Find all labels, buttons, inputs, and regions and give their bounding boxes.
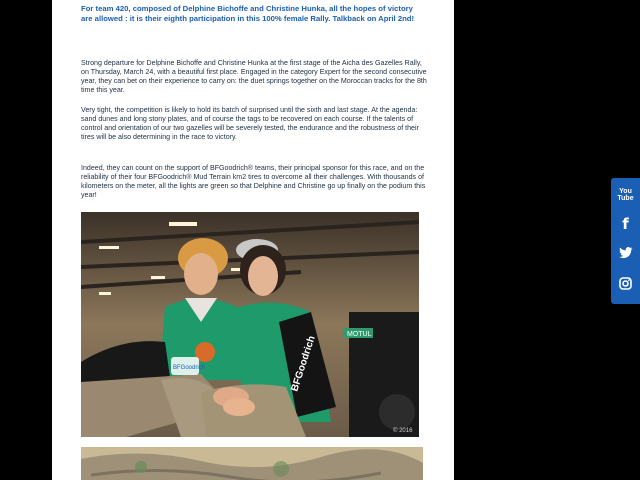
instagram-link[interactable]: [611, 270, 640, 296]
social-sidebar: [611, 178, 640, 304]
facebook-icon: f: [622, 215, 629, 233]
article-lead: For team 420, composed of Delphine Bichoffe and Christine Hunka, all the hopes of victory are allowed : it is their eighth participation in this 100% female Rally. Talkback on April 2nd!: [81, 4, 415, 24]
article-paragraph: Very tight, the competition is likely to hold its batch of surprised until the sixth and last stage. At the agenda: sand dunes and long stony plates, and of course the tags to be recovered on each course. If the talents of control and orientation of our two gazelles will be severely tested, the endurance and the robustness of their tires will be also determining in the race to victory.: [81, 106, 419, 142]
map-photo: [81, 447, 423, 480]
instagram-icon: [619, 277, 632, 290]
youtube-icon: You Tube: [617, 188, 634, 202]
twitter-icon: [619, 247, 633, 259]
photo-watermark: © 2016: [393, 428, 413, 434]
vest-logo-text: BFGoodrich: [289, 334, 318, 393]
team-photo: [81, 212, 419, 437]
article-page: [52, 0, 454, 480]
article-paragraph: Strong departure for Delphine Bichoffe and Christine Hunka at the first stage of the Aicha des Gazelles Rally, on Thursday, March 24, with a beautiful first place. Engaged in the category Expert for the second consecutive year, they can bet on their experience to carry on: the duet springs together on the Moroccan tracks for the 8th time this year.: [81, 59, 427, 95]
twitter-link[interactable]: [611, 240, 640, 266]
article-paragraph: Indeed, they can count on the support of BFGoodrich® teams, their principal sponsor for this race, and on the reliability of their four BFGoodrich® Mud Terrain km2 tires to overcome all their challenges. With thousands of kilometers on the meter, all the lights are green so that Delphine and Christine go up finally on the podium this year!: [81, 164, 426, 200]
vest-badge-text: BFGoodrich: [173, 365, 206, 371]
car-sticker-text: MOTUL: [347, 331, 372, 338]
youtube-link[interactable]: [611, 182, 640, 208]
facebook-link[interactable]: [611, 211, 640, 237]
